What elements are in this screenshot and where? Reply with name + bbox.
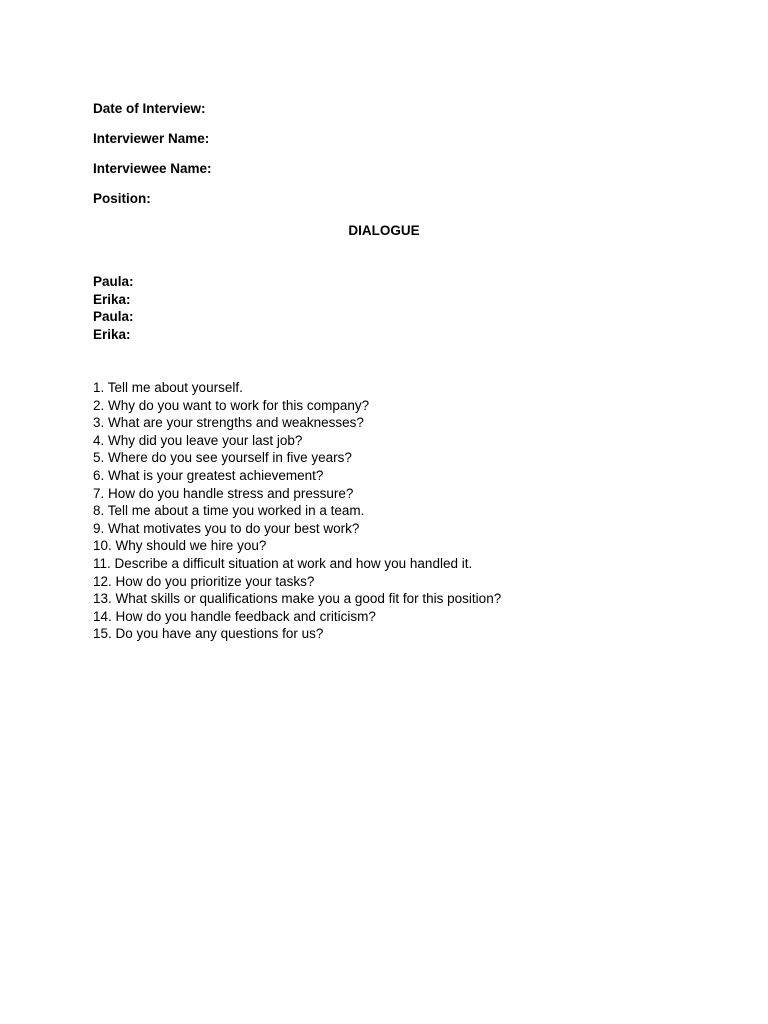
question-item: 8. Tell me about a time you worked in a team. (93, 503, 365, 519)
speaker-line: Erika: (93, 291, 131, 307)
question-item: 3. What are your strengths and weaknesses? (93, 415, 364, 431)
question-item: 15. Do you have any questions for us? (93, 626, 324, 642)
interviewee-name-label: Interviewee Name: (93, 161, 212, 176)
question-item: 14. How do you handle feedback and criticism? (93, 608, 376, 624)
position-label: Position: (93, 191, 151, 206)
date-of-interview-label: Date of Interview: (93, 101, 206, 116)
question-item: 9. What motivates you to do your best work? (93, 520, 360, 536)
question-item: 11. Describe a difficult situation at work and how you handled it. (93, 555, 473, 571)
question-item: 12. How do you prioritize your tasks? (93, 573, 315, 589)
question-item: 1. Tell me about yourself. (93, 380, 243, 395)
speaker-line: Paula: (93, 309, 134, 325)
interviewer-name-label: Interviewer Name: (93, 131, 210, 146)
dialogue-speakers (93, 273, 134, 343)
question-item: 10. Why should we hire you? (93, 538, 267, 554)
speaker-line: Paula: (93, 274, 134, 289)
interview-questions-list (93, 379, 501, 643)
speaker-line: Erika: (93, 326, 131, 342)
question-item: 5. Where do you see yourself in five years? (93, 450, 352, 466)
question-item: 4. Why did you leave your last job? (93, 432, 303, 448)
question-item: 13. What skills or qualifications make you a good fit for this position? (93, 591, 502, 607)
question-item: 6. What is your greatest achievement? (93, 467, 324, 483)
question-item: 2. Why do you want to work for this company? (93, 397, 370, 413)
question-item: 7. How do you handle stress and pressure? (93, 485, 354, 501)
document-page (93, 100, 693, 642)
dialogue-heading: DIALOGUE (348, 223, 420, 238)
